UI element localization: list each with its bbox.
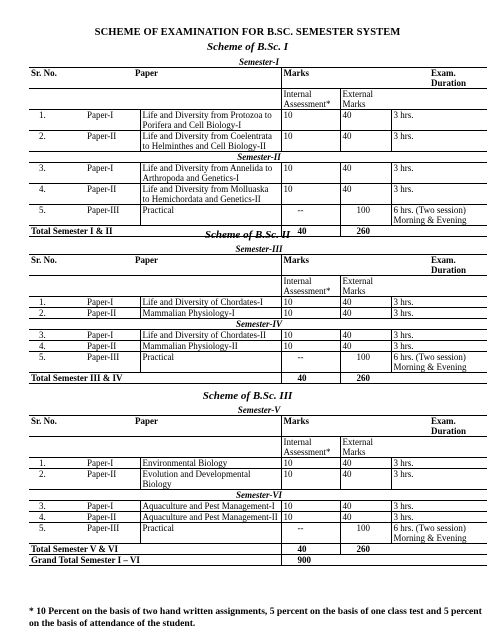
table-row: 2. Paper-II Mammalian Physiology-I 10 40 3 hrs. xyxy=(29,308,487,319)
table-row: 1. Paper-I Life and Diversity of Chordates-I 10 40 3 hrs. xyxy=(29,297,487,308)
scheme-3-title: Scheme of B.Sc. III xyxy=(202,390,293,402)
table-row: 2. Paper-II Life and Diversity from Coelentrata to Helminthes and Cell Biology-II 10 40 3 hrs. xyxy=(29,131,487,152)
total-row: Total Semester V & VI 40 260 xyxy=(29,544,487,555)
scheme-3-table xyxy=(29,405,487,566)
table-row: 4. Paper-II Mammalian Physiology-II 10 40 3 hrs. xyxy=(29,341,487,352)
table-header: Sr. No. Paper Marks Exam. Duration xyxy=(29,68,487,89)
table-row: 3. Paper-I Life and Diversity from Annelida to Arthropoda and Genetics-I 10 40 3 hrs. xyxy=(29,163,487,184)
table-row: 3. Paper-I Aquaculture and Pest Management-I 10 40 3 hrs. xyxy=(29,501,487,512)
table-subheader: Internal Assessment* External Marks xyxy=(29,437,487,458)
semester-heading: Semester-IV xyxy=(29,319,487,330)
table-row: 4. Paper-II Aquaculture and Pest Management-II 10 40 3 hrs. xyxy=(29,512,487,523)
total-row: Total Semester I & II 40 260 xyxy=(29,226,487,237)
table-row: 1. Paper-I Life and Diversity from Protozoa to Porifera and Cell Biology-I 10 40 3 hrs. xyxy=(29,110,487,131)
scheme-2-title: Scheme of B.Sc. II xyxy=(204,229,291,241)
scheme-2-table xyxy=(29,244,487,384)
total-row: Total Semester III & IV 40 260 xyxy=(29,373,487,384)
semester-heading: Semester-II xyxy=(29,152,487,163)
table-row: 5. Paper-III Practical -- 100 6 hrs. (Two session) Morning & Evening xyxy=(29,523,487,544)
table-header: Sr. No. Paper Marks Exam. Duration xyxy=(29,416,487,437)
grand-total-row: Grand Total Semester I – VI 900 xyxy=(29,555,487,566)
table-subheader: Internal Assessment* External Marks xyxy=(29,89,487,110)
table-subheader: Internal Assessment* External Marks xyxy=(29,276,487,297)
table-header: Sr. No. Paper Marks Exam. Duration xyxy=(29,255,487,276)
table-row: 3. Paper-I Life and Diversity of Chordates-II 10 40 3 hrs. xyxy=(29,330,487,341)
table-row: 5. Paper-III Practical -- 100 6 hrs. (Two session) Morning & Evening xyxy=(29,205,487,226)
scheme-1-title: Scheme of B.Sc. I xyxy=(207,41,288,53)
semester-heading: Semester-VI xyxy=(29,490,487,501)
table-row: 1. Paper-I Environmental Biology 10 40 3 hrs. xyxy=(29,458,487,469)
table-row: 2. Paper-II Evolution and Developmental Biology 10 40 3 hrs. xyxy=(29,469,487,490)
scheme-1-table xyxy=(29,57,487,237)
document-title: SCHEME OF EXAMINATION FOR B.SC. SEMESTER SYSTEM xyxy=(94,27,401,38)
semester-heading: Semester-V xyxy=(237,405,281,415)
semester-heading: Semester-I xyxy=(239,57,279,67)
table-row: 4. Paper-II Life and Diversity from Molluaska to Hemichordata and Genetics-II 10 40 3 hrs. xyxy=(29,184,487,205)
footnote: * 10 Percent on the basis of two hand written assignments, 5 percent on the basis of one class test and 5 percent on the basis of attendance of the student. xyxy=(29,606,482,629)
semester-heading: Semester-III xyxy=(235,244,283,254)
table-row: 5. Paper-III Practical -- 100 6 hrs. (Two session) Morning & Evening xyxy=(29,352,487,373)
